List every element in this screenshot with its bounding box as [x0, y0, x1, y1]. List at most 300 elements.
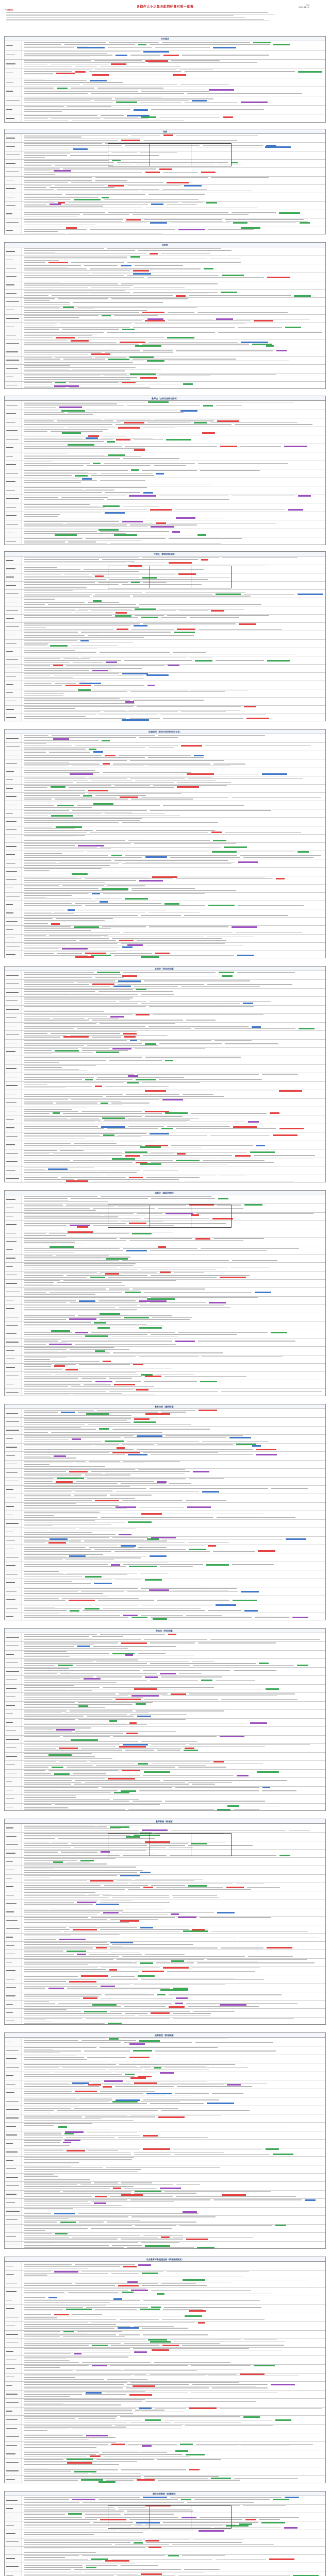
content-text-line	[24, 890, 128, 891]
content-text-line	[24, 1225, 67, 1226]
row-divider	[5, 979, 325, 980]
content-text-line	[24, 253, 146, 254]
highlighted-term	[237, 955, 254, 956]
highlighted-term	[244, 706, 256, 707]
content-text-line	[113, 1352, 223, 1353]
highlighted-term	[85, 1079, 93, 1080]
row-label-text	[6, 2470, 19, 2471]
highlighted-term	[70, 1610, 79, 1612]
content-text-line	[24, 2011, 81, 2012]
content-text-line	[24, 2040, 78, 2041]
highlighted-term	[69, 1555, 86, 1557]
highlighted-term	[58, 1665, 73, 1666]
highlighted-term	[259, 1663, 269, 1664]
highlighted-term	[201, 1680, 212, 1681]
highlighted-term	[140, 1962, 153, 1964]
highlighted-term	[203, 405, 212, 406]
highlighted-term	[92, 984, 114, 985]
content-text-line	[145, 1954, 185, 1955]
content-text-line	[121, 2182, 152, 2183]
content-text-line	[174, 1272, 204, 1273]
content-text-line	[24, 1608, 81, 1609]
content-text-line	[130, 778, 185, 779]
content-text-line	[24, 658, 60, 659]
content-text-line	[24, 2213, 51, 2214]
content-text-line	[186, 1615, 222, 1616]
highlighted-term	[167, 337, 194, 338]
content-text-line	[24, 561, 135, 562]
content-text-line	[24, 140, 118, 141]
highlighted-term	[56, 1729, 74, 1731]
highlighted-term	[266, 1688, 279, 1690]
row-divider	[5, 1958, 325, 1959]
row-label-text	[6, 813, 13, 814]
highlighted-term	[285, 327, 301, 328]
content-text-line	[104, 1885, 148, 1886]
content-text-line	[24, 938, 109, 939]
highlighted-term	[125, 701, 134, 703]
content-text-line	[213, 2199, 302, 2200]
highlighted-term	[222, 2194, 246, 2196]
content-text-line	[24, 2343, 121, 2344]
content-text-line	[24, 1410, 94, 1411]
content-text-line	[24, 785, 111, 786]
content-text-line	[24, 923, 48, 924]
highlighted-term	[59, 1939, 86, 1940]
row-label-text	[6, 146, 15, 147]
content-text-line	[24, 1172, 137, 1173]
highlighted-term	[61, 410, 85, 412]
content-text-line	[143, 140, 237, 141]
content-text-line	[150, 1642, 194, 1643]
row-label-text	[6, 929, 13, 930]
content-text-line	[87, 2057, 126, 2058]
row-label-text	[6, 1565, 15, 1566]
highlighted-term	[151, 526, 174, 528]
highlighted-term	[125, 2074, 135, 2075]
content-text-line	[24, 2471, 71, 2472]
highlighted-term	[156, 522, 166, 524]
content-text-line	[24, 2401, 142, 2402]
highlighted-term	[202, 1491, 219, 1493]
row-label-text	[6, 2291, 16, 2292]
highlighted-term	[123, 2266, 137, 2267]
highlighted-term	[72, 1438, 81, 1440]
row-label-text	[6, 368, 18, 369]
highlighted-term	[150, 253, 158, 255]
content-text-line	[185, 71, 295, 72]
content-text-line	[184, 915, 288, 916]
highlighted-term	[256, 1145, 265, 1146]
content-text-line	[130, 2199, 211, 2200]
content-text-line	[24, 422, 121, 423]
highlighted-term	[108, 454, 125, 456]
row-divider	[5, 1237, 325, 1238]
highlighted-term	[143, 1887, 153, 1888]
content-text-line	[141, 1741, 197, 1742]
content-text-line	[78, 2213, 198, 2214]
row-divider	[5, 2215, 325, 2216]
highlighted-term	[276, 878, 285, 879]
highlighted-term	[134, 625, 147, 626]
content-text-line	[24, 2218, 69, 2219]
section-title: 社会教育对象组建法规（教育法规规定）	[5, 2257, 325, 2262]
content-text-line	[240, 446, 281, 447]
content-text-line	[100, 847, 221, 848]
content-text-line	[24, 93, 88, 94]
content-text-line	[78, 1719, 186, 1720]
highlighted-term	[102, 888, 128, 890]
highlighted-term	[231, 162, 238, 163]
content-text-line	[122, 1956, 245, 1957]
content-text-line	[131, 890, 236, 891]
content-text-line	[167, 615, 270, 616]
content-text-line	[131, 888, 195, 889]
highlighted-term	[273, 2154, 293, 2155]
content-text-line	[24, 2555, 79, 2556]
highlighted-term	[142, 1971, 164, 1972]
row-label-text	[6, 904, 13, 905]
row-divider	[5, 784, 325, 785]
content-text-line	[161, 253, 210, 254]
highlighted-term	[62, 432, 81, 434]
highlighted-term	[271, 1332, 287, 1333]
content-text-line	[24, 199, 71, 200]
highlighted-term	[122, 2292, 134, 2293]
highlighted-term	[54, 1773, 70, 1775]
highlighted-term	[135, 345, 161, 347]
highlighted-term	[51, 1330, 70, 1332]
row-divider	[5, 2424, 325, 2425]
content-text-line	[24, 683, 52, 684]
highlighted-term	[173, 74, 186, 76]
content-text-line	[24, 1744, 120, 1745]
highlighted-term	[284, 446, 307, 447]
content-text-line	[90, 1761, 210, 1762]
row-divider	[5, 942, 325, 943]
row-label-text	[6, 2385, 12, 2386]
highlighted-term	[55, 382, 66, 383]
content-text-line	[133, 327, 235, 328]
content-text-line	[24, 989, 133, 990]
highlighted-term	[138, 1975, 154, 1977]
content-text-line	[24, 473, 97, 474]
section-body	[5, 247, 325, 389]
content-text-line	[24, 1424, 85, 1425]
highlighted-term	[63, 1036, 89, 1038]
highlighted-term	[209, 1302, 226, 1303]
content-text-line	[24, 2199, 127, 2200]
content-text-line	[151, 109, 264, 110]
content-text-line	[24, 1875, 117, 1876]
content-text-line	[24, 832, 87, 833]
content-text-line	[127, 185, 181, 186]
highlighted-term	[130, 1040, 137, 1041]
content-text-line	[88, 635, 194, 636]
content-text-line	[24, 2159, 132, 2160]
highlighted-term	[266, 345, 274, 347]
row-divider	[5, 892, 325, 893]
highlighted-term	[105, 2560, 129, 2562]
row-label-text	[6, 2143, 13, 2144]
section-title: 规章制度（教育制度）	[5, 2033, 325, 2038]
highlighted-term	[134, 2351, 147, 2353]
highlighted-term	[81, 1975, 108, 1977]
content-text-line	[24, 1690, 92, 1691]
content-text-line	[95, 2309, 137, 2310]
highlighted-term	[211, 832, 222, 833]
content-text-line	[143, 2334, 208, 2335]
section-body	[5, 734, 325, 958]
content-text-line	[24, 1364, 52, 1365]
sub-table	[108, 1205, 232, 1228]
content-text-line	[123, 1564, 203, 1565]
content-text-line	[24, 1591, 78, 1592]
content-text-line	[143, 2235, 183, 2236]
row-label-text	[6, 921, 18, 922]
content-text-line	[24, 984, 89, 985]
content-text-line	[24, 805, 54, 806]
content-text-line	[24, 878, 81, 879]
highlighted-term	[110, 1016, 125, 1018]
content-text-line	[61, 497, 108, 498]
content-text-line	[141, 915, 181, 916]
content-text-line	[210, 422, 298, 423]
highlighted-term	[168, 1634, 177, 1635]
highlighted-term	[56, 826, 82, 828]
highlighted-term	[94, 1583, 112, 1584]
sub-table	[108, 143, 232, 166]
content-text-line	[24, 1917, 88, 1918]
content-text-line	[24, 53, 107, 54]
content-text-line	[24, 446, 122, 447]
content-text-line	[121, 283, 218, 284]
highlighted-term	[67, 2462, 92, 2464]
content-text-line	[24, 1756, 95, 1757]
highlighted-term	[187, 1506, 210, 1508]
row-divider	[5, 1443, 325, 1444]
content-text-line	[78, 1315, 171, 1316]
content-text-line	[24, 1615, 120, 1616]
content-text-line	[24, 268, 87, 269]
content-text-line	[24, 1300, 76, 1301]
content-text-line	[24, 640, 77, 641]
highlighted-term	[270, 1112, 279, 1114]
document-title: 各组件大小之最各组网标准对照一览表	[136, 5, 194, 9]
content-text-line	[164, 2067, 248, 2068]
highlighted-term	[254, 2365, 275, 2366]
content-text-line	[24, 1634, 97, 1635]
highlighted-term	[261, 2522, 285, 2523]
content-text-line	[143, 350, 173, 351]
content-text-line	[84, 1540, 168, 1541]
highlighted-term	[48, 1168, 68, 1170]
highlighted-term	[219, 972, 234, 973]
highlighted-term	[124, 1317, 149, 1318]
content-text-line	[24, 310, 147, 311]
highlighted-term	[146, 674, 169, 676]
content-text-line	[24, 80, 87, 81]
content-text-line	[123, 932, 232, 933]
content-text-line	[24, 350, 140, 351]
row-divider	[5, 2458, 325, 2459]
content-text-line	[24, 1280, 60, 1281]
content-text-line	[98, 1300, 136, 1301]
content-text-line	[166, 1435, 243, 1436]
highlighted-term	[101, 1126, 125, 1128]
intro-text-line	[6, 19, 264, 20]
content-text-line	[24, 635, 85, 636]
section-body	[5, 1409, 325, 1620]
highlighted-term	[292, 1617, 309, 1618]
highlighted-term	[110, 1826, 129, 1828]
highlighted-term	[119, 1534, 131, 1535]
content-text-line	[24, 2331, 60, 2332]
content-text-line	[168, 320, 251, 321]
content-text-line	[24, 1248, 120, 1249]
content-text-line	[90, 832, 208, 833]
content-text-line	[24, 1001, 116, 1002]
content-text-line	[91, 1332, 175, 1333]
content-text-line	[24, 1177, 58, 1178]
row-divider	[5, 2415, 325, 2416]
content-text-line	[24, 492, 102, 493]
row-divider	[5, 2198, 325, 2199]
row-label-text	[6, 1144, 15, 1145]
content-text-line	[144, 1699, 218, 1700]
row-label-text	[6, 1136, 18, 1137]
content-text-line	[248, 1956, 293, 1957]
content-text-line	[24, 695, 63, 696]
content-text-line	[24, 2247, 124, 2248]
content-text-line	[24, 160, 109, 161]
row-label-text	[6, 1127, 14, 1128]
content-text-line	[24, 157, 45, 158]
highlighted-term	[95, 1086, 103, 1087]
content-text-line	[95, 977, 124, 978]
content-text-line	[117, 420, 214, 421]
content-text-line	[176, 2184, 200, 2185]
content-text-line	[24, 2142, 60, 2143]
content-text-line	[122, 1444, 154, 1445]
content-text-line	[24, 2074, 122, 2075]
content-text-line	[185, 2425, 273, 2426]
content-text-line	[171, 1145, 253, 1146]
content-text-line	[148, 62, 257, 63]
content-text-line	[55, 1364, 76, 1365]
content-text-line	[68, 2292, 119, 2293]
highlighted-term	[121, 265, 131, 266]
content-text-line	[110, 1919, 158, 1920]
content-text-line	[122, 1500, 183, 1501]
highlighted-term	[69, 1318, 96, 1320]
content-text-line	[24, 584, 119, 585]
content-text-line	[200, 1917, 271, 1918]
highlighted-term	[162, 1099, 183, 1100]
content-text-line	[24, 2552, 96, 2553]
highlighted-term	[116, 1506, 136, 1508]
content-text-line	[225, 832, 302, 833]
highlighted-term	[183, 1930, 208, 1932]
row-label-text	[6, 2134, 17, 2135]
content-text-line	[24, 1372, 136, 1373]
content-text-line	[171, 1830, 286, 1831]
row-divider	[5, 381, 325, 382]
content-text-line	[144, 1639, 207, 1640]
content-text-line	[85, 1782, 186, 1783]
highlighted-term	[96, 1904, 119, 1905]
content-text-line	[24, 290, 125, 291]
highlighted-term	[57, 1478, 84, 1479]
content-text-line	[82, 2555, 166, 2556]
content-text-line	[24, 465, 84, 466]
content-text-line	[24, 2216, 128, 2217]
content-text-line	[118, 984, 204, 985]
content-text-line	[24, 1503, 76, 1504]
content-text-line	[55, 357, 92, 358]
row-divider	[5, 201, 325, 202]
content-text-line	[24, 1912, 100, 1913]
content-text-line	[24, 2377, 75, 2378]
content-text-line	[24, 1682, 117, 1683]
highlighted-term	[124, 1036, 136, 1038]
content-text-line	[100, 531, 169, 532]
content-text-line	[24, 1714, 127, 1715]
highlighted-term	[119, 1746, 146, 1748]
content-text-line	[24, 718, 126, 719]
highlighted-term	[160, 1673, 176, 1674]
content-text-line	[130, 1714, 187, 1715]
content-text-line	[24, 327, 130, 328]
row-label-text	[6, 447, 13, 448]
content-text-line	[24, 524, 127, 525]
highlighted-term	[130, 374, 156, 375]
content-text-line	[148, 1026, 249, 1027]
highlighted-term	[129, 357, 154, 358]
highlighted-term	[298, 495, 311, 497]
content-text-line	[24, 1344, 46, 1345]
content-text-line	[169, 1483, 191, 1484]
highlighted-term	[94, 1322, 106, 1324]
content-text-line	[24, 2123, 92, 2124]
row-label-text	[6, 2004, 13, 2005]
highlighted-term	[71, 340, 88, 342]
content-text-line	[24, 1060, 106, 1061]
highlighted-term	[176, 1160, 200, 1161]
highlighted-term	[108, 359, 129, 360]
highlighted-term	[120, 1875, 140, 1876]
row-label-text	[6, 1325, 18, 1326]
content-text-line	[24, 1297, 147, 1298]
content-text-line	[24, 2394, 82, 2395]
highlighted-term	[75, 2091, 97, 2092]
content-text-line	[289, 1830, 310, 1831]
row-divider	[5, 1346, 325, 1347]
highlighted-term	[123, 1744, 148, 1745]
content-text-line	[88, 793, 182, 794]
row-label-text	[6, 1266, 13, 1267]
highlighted-term	[229, 1437, 251, 1438]
highlighted-term	[122, 329, 135, 330]
highlighted-term	[241, 227, 260, 229]
content-text-line	[158, 735, 266, 736]
content-text-line	[24, 1710, 67, 1711]
row-divider	[5, 1477, 325, 1478]
row-divider	[5, 1262, 325, 1263]
content-text-line	[120, 2319, 159, 2320]
row-label-text	[6, 2202, 15, 2203]
highlighted-term	[189, 2469, 200, 2470]
